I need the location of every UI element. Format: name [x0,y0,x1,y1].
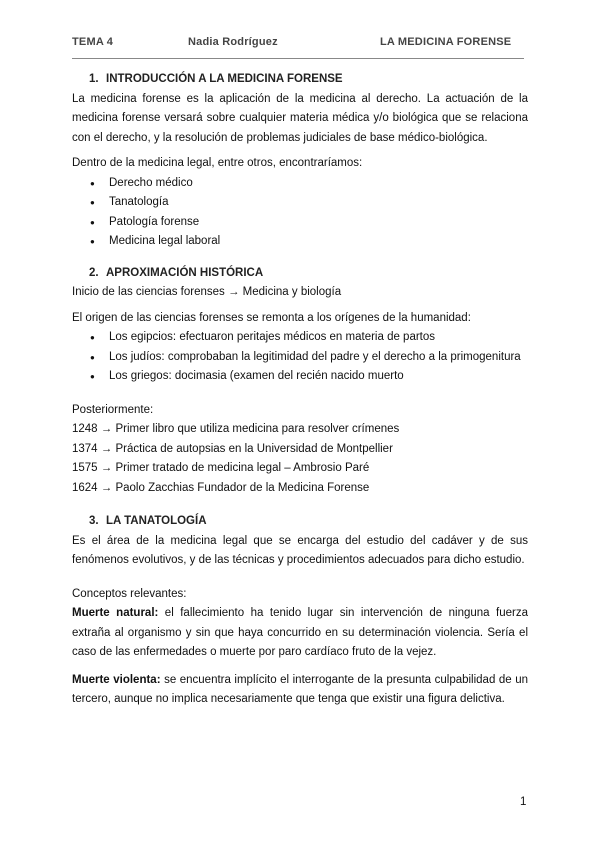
term: Muerte violenta: [72,673,161,686]
section-heading-2 [72,264,528,284]
list-item: ● Medicina legal laboral [72,232,528,252]
list-item: ● Patología forense [72,213,528,233]
list-item: ● Tanatología [72,193,528,213]
paragraph: Conceptos relevantes: [72,587,187,600]
timeline-item: 1248 → Primer libro que utiliza medicina para resolver crímenes [72,423,400,435]
list-item: ● Los griegos: docimasia (examen del recién nacido muerto [72,367,528,387]
paragraph: Inicio de las ciencias forenses → Medicina y biología [72,286,342,298]
page-number: 1 [520,796,527,808]
timeline-item: 1624 → Paolo Zacchias Fundador de la Medicina Forense [72,481,370,494]
section-number: 1. [89,73,99,85]
section-number: 3. [89,515,99,527]
paragraph: El origen de las ciencias forenses se remonta a los orígenes de la humanidad: [72,311,471,324]
definition-text: se encuentra implícito el interrogante de la presunta culpabilidad de un tercero, aunque no implica necesariamente que tenga que existir una figura delictiva. [72,673,529,705]
section-title: APROXIMACIÓN HISTÓRICA [106,266,264,279]
list-item: ● Derecho médico [72,174,528,194]
list-item: ● Los judíos: comprobaban la legitimidad del padre y el derecho a la primogenitura [72,348,528,368]
term: Muerte natural: [72,607,159,619]
header-topic: TEMA 4 [72,36,114,48]
timeline-item: 1374 → Práctica de autopsias en la Universidad de Montpellier [72,442,393,455]
paragraph: Posteriormente: [72,403,154,416]
section-heading-3 [72,512,528,532]
list-item: ● Los egipcios: efectuaron peritajes médicos en materia de partos [72,328,528,348]
header-title: LA MEDICINA FORENSE [380,36,512,48]
timeline-item: 1575 → Primer tratado de medicina legal – Ambrosio Paré [72,462,370,474]
definition-natural [72,604,528,663]
section-heading-1 [72,70,528,90]
definition-text: el fallecimiento ha tenido lugar sin intervención de ninguna fuerza extraña al organismo y sin que haya concurrido en su determinación violencia. Sería el caso de las enfermedades o muerte por paro cardíaco fruto de la vejez. [72,607,528,658]
paragraph: Es el área de la medicina legal que se encarga del estudio del cadáver y de sus fenómenos evolutivos, y de las técnicas y procedimientos adecuados para dicho estudio. [72,534,528,566]
bullet-list [72,328,528,387]
page-content [72,70,528,710]
header-author: Nadia Rodríguez [188,36,278,48]
section-title: INTRODUCCIÓN A LA MEDICINA FORENSE [106,73,343,85]
paragraph: Dentro de la medicina legal, entre otros, encontraríamos: [72,157,363,169]
bullet-list [72,174,528,252]
section-title: LA TANATOLOGÍA [106,515,207,527]
section-number: 2. [89,266,99,279]
definition-violent [72,671,528,710]
paragraph: La medicina forense es la aplicación de la medicina al derecho. La actuación de la medicina forense versará sobre cualquier materia médica y/o biológica que se relaciona con el derecho, y la resolución de problemas judiciales de base médico-biológica. [72,92,528,144]
header-divider [72,58,524,59]
